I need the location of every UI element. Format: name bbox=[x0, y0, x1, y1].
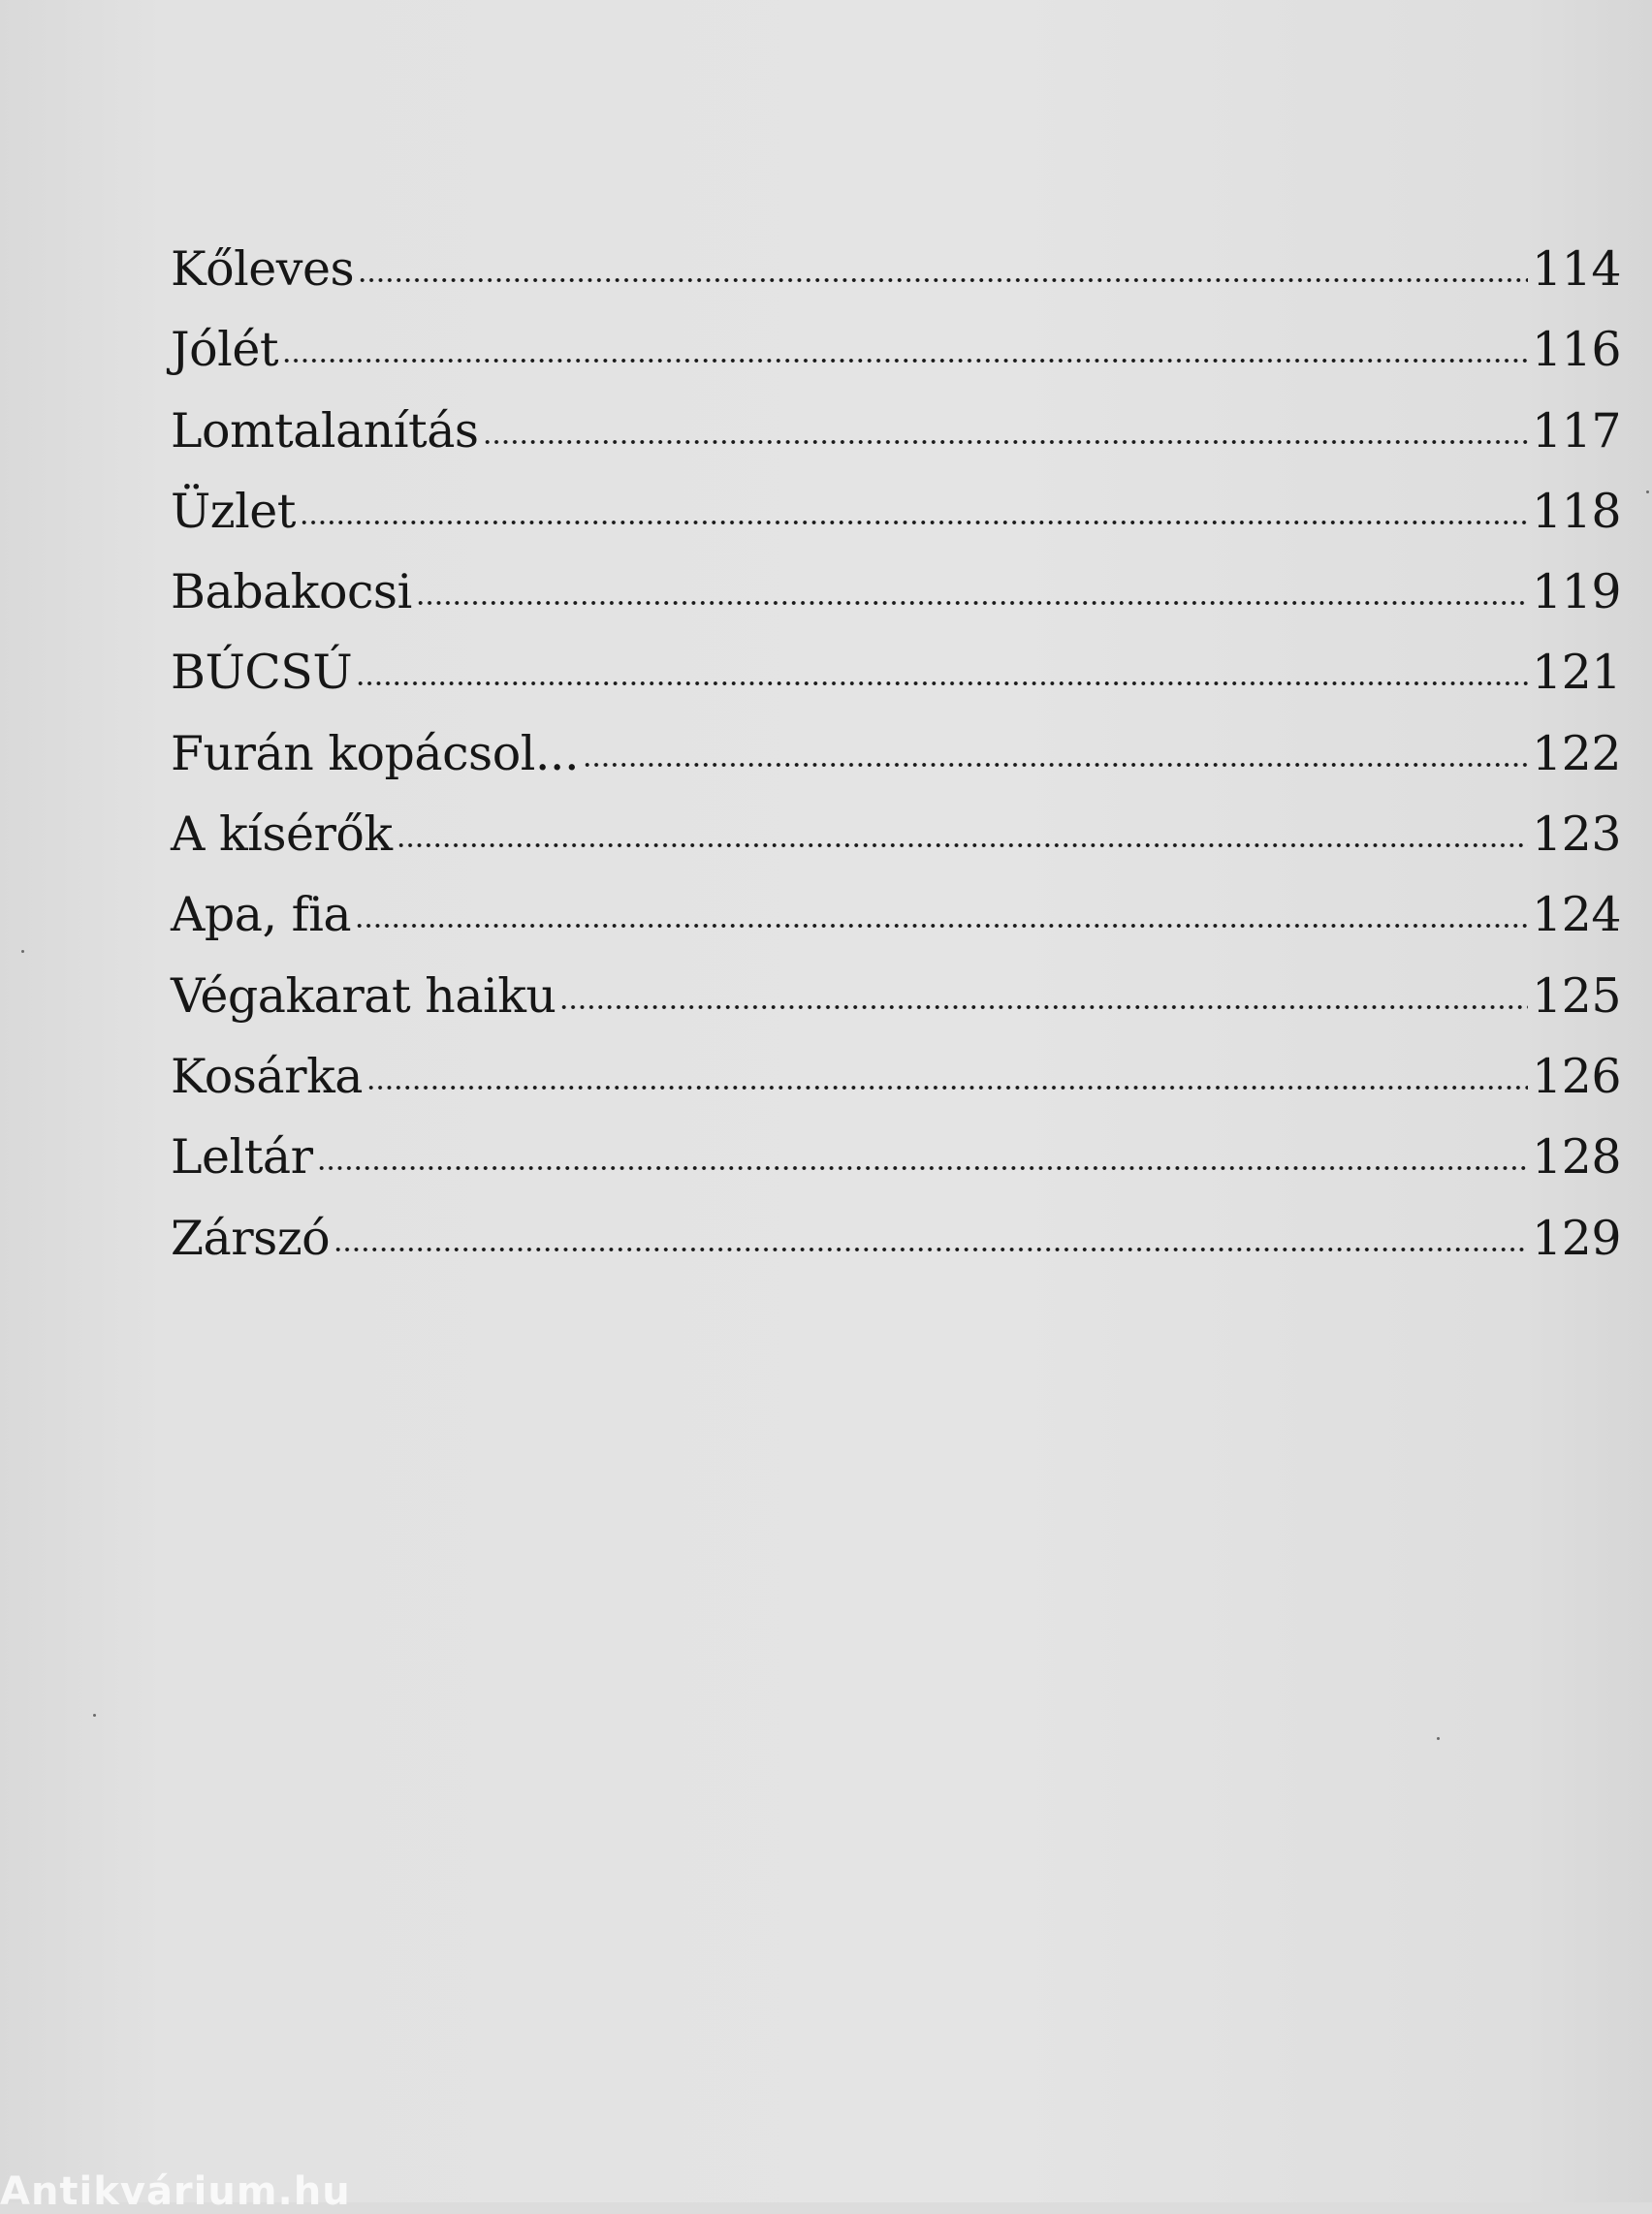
toc-entry bbox=[171, 1198, 1621, 1279]
toc-entry-page-number: 122 bbox=[1531, 725, 1621, 781]
toc-entry bbox=[171, 552, 1621, 632]
dot-leader bbox=[300, 520, 1528, 525]
watermark: Antikvárium.hu bbox=[0, 2169, 351, 2214]
toc-entry-title: Babakocsi bbox=[171, 564, 412, 620]
toc-entry bbox=[171, 1036, 1621, 1117]
paper-speck bbox=[1437, 1737, 1440, 1740]
toc-entry-page-number: 121 bbox=[1531, 645, 1621, 701]
toc-entry-page-number: 116 bbox=[1531, 322, 1621, 378]
toc-entry bbox=[171, 1117, 1621, 1197]
toc-entry-title: Jólét bbox=[171, 322, 279, 378]
toc-entry-page-number: 117 bbox=[1531, 402, 1621, 459]
toc-entry bbox=[171, 956, 1621, 1036]
toc-entry-page-number: 114 bbox=[1531, 241, 1621, 297]
dot-leader bbox=[366, 1085, 1528, 1091]
toc-entry-title: Leltár bbox=[171, 1129, 313, 1186]
dot-leader bbox=[397, 842, 1528, 848]
paper-speck bbox=[1646, 490, 1649, 493]
toc-entry-page-number: 119 bbox=[1531, 564, 1621, 620]
toc-entry-title: Kőleves bbox=[171, 241, 355, 297]
toc-entry bbox=[171, 874, 1621, 955]
toc-entry-page-number: 125 bbox=[1531, 967, 1621, 1024]
toc-entry-title: Végakarat haiku bbox=[171, 967, 556, 1024]
paper-speck bbox=[21, 950, 24, 953]
toc-entry-title: Zárszó bbox=[171, 1210, 331, 1266]
dot-leader bbox=[334, 1247, 1528, 1252]
toc-entry bbox=[171, 309, 1621, 390]
dot-leader bbox=[483, 439, 1528, 445]
dot-leader bbox=[282, 358, 1528, 364]
toc-entry bbox=[171, 391, 1621, 471]
toc-entry-page-number: 128 bbox=[1531, 1129, 1621, 1186]
toc-entry-page-number: 129 bbox=[1531, 1210, 1621, 1266]
dot-leader bbox=[559, 1004, 1528, 1010]
toc-entry bbox=[171, 713, 1621, 794]
toc-entry bbox=[171, 471, 1621, 552]
toc-entry-title: Üzlet bbox=[171, 483, 296, 539]
toc-entry-page-number: 118 bbox=[1531, 483, 1621, 539]
dot-leader bbox=[416, 600, 1528, 606]
toc-entry-title: A kísérők bbox=[171, 807, 393, 863]
toc-entry bbox=[171, 229, 1621, 309]
toc-entry-page-number: 124 bbox=[1531, 887, 1621, 943]
toc-entry-title: Furán kopácsol... bbox=[171, 725, 580, 781]
dot-leader bbox=[355, 923, 1528, 929]
dot-leader bbox=[358, 277, 1528, 283]
dot-leader bbox=[356, 680, 1528, 686]
toc-entry bbox=[171, 794, 1621, 874]
paper-speck bbox=[93, 1714, 96, 1717]
toc-entry bbox=[171, 632, 1621, 712]
toc-entry-title: Apa, fia bbox=[171, 887, 352, 943]
dot-leader bbox=[583, 762, 1528, 768]
toc-entry-title: BÚCSÚ bbox=[171, 645, 353, 701]
table-of-contents bbox=[171, 229, 1621, 1279]
dot-leader bbox=[317, 1165, 1528, 1171]
toc-entry-title: Kosárka bbox=[171, 1048, 363, 1104]
toc-entry-page-number: 123 bbox=[1531, 807, 1621, 863]
toc-entry-title: Lomtalanítás bbox=[171, 402, 479, 459]
toc-entry-page-number: 126 bbox=[1531, 1048, 1621, 1104]
